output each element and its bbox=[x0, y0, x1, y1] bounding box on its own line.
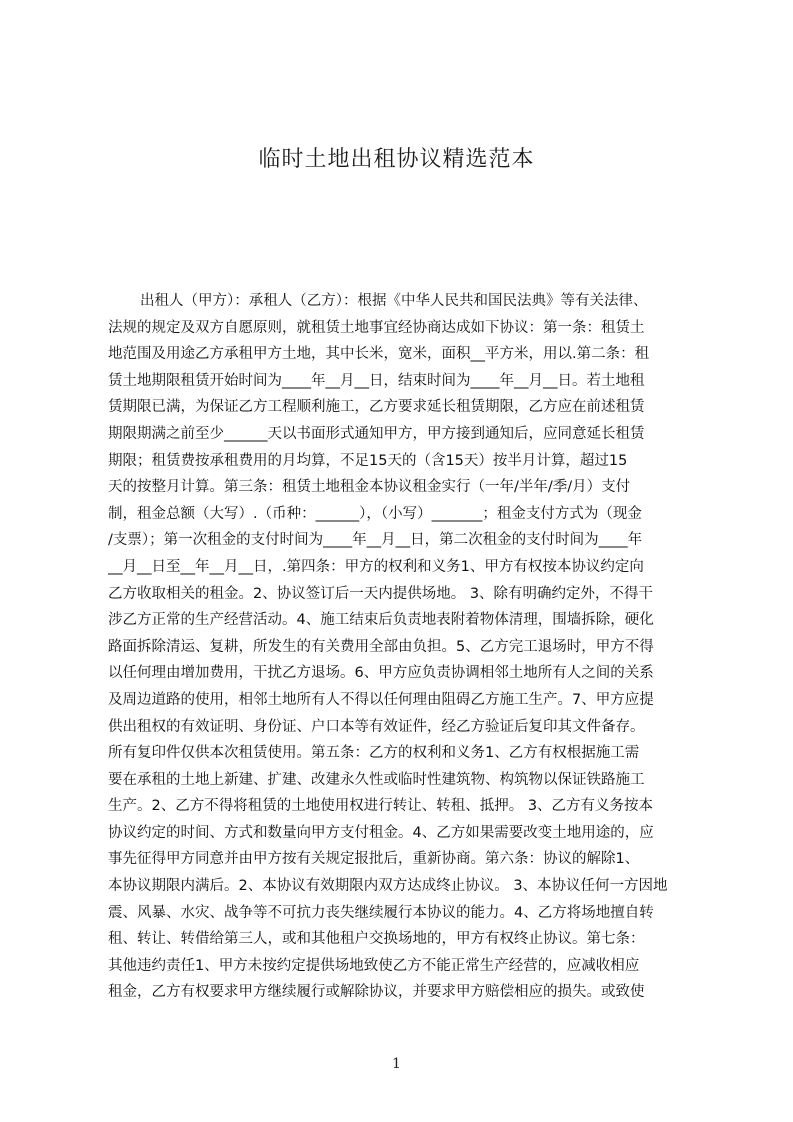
body-line-17: 供出租权的有效证明、身份证、户口本等有效证件，经乙方验证后复印其文件备存。 bbox=[108, 718, 645, 735]
body-line-9: 制，租金总额（大写）.（币种：______），（小写）_______；租金支付方式为（现金 bbox=[108, 505, 642, 522]
body-line-7: 期限；租赁费按承租费用的月均算，不足15天的（含15天）按半月计算，超过15 bbox=[108, 452, 628, 469]
page-number: 1 bbox=[392, 1056, 401, 1072]
body-line-24: 震、风暴、水灾、战争等不可抗力丧失继续履行本协议的能力。4、乙方将场地擅自转 bbox=[108, 904, 654, 921]
body-line-27: 租金，乙方有权要求甲方继续履行或解除协议，并要求甲方赔偿相应的损失。或致使 bbox=[108, 984, 645, 1001]
body-line-3: 地范围及用途乙方承租甲方土地，其中长米，宽米，面积__平方米，用以.第二条：租 bbox=[108, 346, 650, 363]
body-line-1: 出租人（甲方）：承租人（乙方）：根据《中华人民共和国民法典》等有关法律、 bbox=[140, 293, 648, 309]
body-line-4: 赁土地期限租赁开始时间为____年__月__日，结束时间为____年__月__日。若土地租 bbox=[108, 372, 645, 389]
body-line-22: 事先征得甲方同意并由甲方按有关规定报批后，重新协商。第六条：协议的解除1、 bbox=[108, 851, 640, 868]
body-line-8: 天的按整月计算。第三条：租赁土地租金本协议租金实行（一年/半年/季/月）支付 bbox=[108, 479, 631, 496]
body-line-19: 要在承租的土地上新建、扩建、改建永久性或临时性建筑物、构筑物以保证铁路施工 bbox=[108, 771, 645, 788]
body-line-14: 路面拆除清运、复耕，所发生的有关费用全部由负担。5、乙方完工退场时，甲方不得 bbox=[108, 638, 654, 655]
body-line-23: 本协议期限内满后。2、本协议有效期限内双方达成终止协议。 3、本协议任何一方因地 bbox=[108, 878, 668, 895]
body-line-25: 租、转让、转借给第三人，或和其他租户交换场地的，甲方有权终止协议。第七条： bbox=[108, 931, 645, 948]
body-line-5: 赁期限已满，为保证乙方工程顺利施工，乙方要求延长租赁期限，乙方应在前述租赁 bbox=[108, 399, 645, 416]
body-line-15: 以任何理由增加费用，干扰乙方退场。6、甲方应负责协调相邻土地所有人之间的关系 bbox=[108, 665, 654, 682]
body-line-21: 协议约定的时间、方式和数量向甲方支付租金。4、乙方如果需要改变土地用途的，应 bbox=[108, 824, 654, 841]
body-line-10: /支票）；第一次租金的支付时间为____年__月__日，第二次租金的支付时间为____年 bbox=[108, 532, 643, 549]
body-line-20: 生产。2、乙方不得将租赁的土地使用权进行转让、转租、抵押。 3、乙方有义务按本 bbox=[108, 798, 654, 815]
body-line-12: 乙方收取相关的租金。2、协议签订后一天内提供场地。 3、除有明确约定外，不得干 bbox=[108, 585, 654, 602]
body-line-6: 期限期满之前至少______天以书面形式通知甲方，甲方接到通知后，应同意延长租赁 bbox=[108, 425, 645, 442]
body-line-18: 所有复印件仅供本次租赁使用。第五条：乙方的权利和义务1、乙方有权根据施工需 bbox=[108, 745, 640, 762]
body-line-13: 涉乙方正常的生产经营活动。4、施工结束后负责地表附着物体清理，围墙拆除，硬化 bbox=[108, 612, 654, 629]
body-line-11: __月__日至__年__月__日，.第四条：甲方的权利和义务1、甲方有权按本协议约定向 bbox=[108, 558, 644, 575]
document-title: 临时土地出租协议精选范本 bbox=[258, 147, 535, 172]
body-line-2: 法规的规定及双方自愿原则，就租赁土地事宜经协商达成如下协议：第一条：租赁土 bbox=[108, 319, 645, 336]
agreement-body bbox=[108, 288, 698, 1078]
body-line-26: 其他违约责任1、甲方未按约定提供场地致使乙方不能正常生产经营的，应减收相应 bbox=[108, 957, 640, 974]
body-line-16: 及周边道路的使用，相邻土地所有人不得以任何理由阻碍乙方施工生产。7、甲方应提 bbox=[108, 691, 654, 708]
